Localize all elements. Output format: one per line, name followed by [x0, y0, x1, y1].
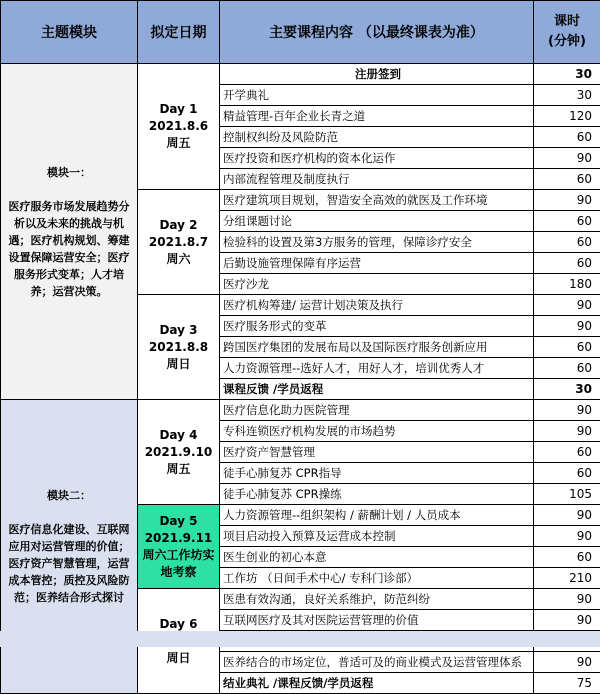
course-name: 医疗信息化助力医院管理 — [220, 400, 534, 421]
day-1-weekday: 周五 — [138, 135, 219, 152]
course-minutes: 60 — [534, 547, 600, 568]
course-name: 医疗建筑项目规划，智造安全高效的就医及工作环境 — [220, 190, 534, 211]
course-name: 项目启动投入预算及运营成本控制 — [220, 526, 534, 547]
table-row — [1, 64, 600, 85]
course-name: 医疗沙龙 — [220, 274, 534, 295]
course-minutes: 60 — [534, 358, 600, 379]
course-minutes: 60 — [534, 463, 600, 484]
course-minutes: 90 — [534, 505, 600, 526]
day-4-weekday: 周五 — [138, 461, 219, 478]
course-minutes: 180 — [534, 274, 600, 295]
course-name: 后勤设施管理保障有序运营 — [220, 253, 534, 274]
course-name: 专科连锁医疗机构发展的市场趋势 — [220, 421, 534, 442]
course-name: 工作坊 （日间手术中心/ 专科门诊部） — [220, 568, 534, 589]
day-1-date: 2021.8.6 — [138, 118, 219, 135]
course-minutes: 90 — [534, 190, 600, 211]
day-4-label: Day 4 — [138, 427, 219, 444]
course-name: 结业典礼 /课程反馈/学员返程 — [220, 673, 534, 694]
header-row — [1, 1, 600, 64]
course-minutes: 60 — [534, 253, 600, 274]
course-minutes: 60 — [534, 127, 600, 148]
course-minutes: 90 — [534, 400, 600, 421]
day-6-weekday: 周日 — [138, 650, 219, 667]
course-minutes: 90 — [534, 526, 600, 547]
course-minutes: 60 — [534, 211, 600, 232]
course-minutes: 30 — [534, 379, 600, 400]
module-2-cell — [1, 400, 138, 694]
module-1-cell — [1, 64, 138, 400]
day-3-cell — [138, 295, 220, 400]
course-name: 徒手心肺复苏 CPR操练 — [220, 484, 534, 505]
course-name: 医疗资产智慧管理 — [220, 442, 534, 463]
course-name: 跨国医疗集团的发展布局以及国际医疗服务创新应用 — [220, 337, 534, 358]
course-name: 医疗机构筹建/ 运营计划决策及执行 — [220, 295, 534, 316]
day-4-date: 2021.9.10 — [138, 444, 219, 461]
course-name: 开学典礼 — [220, 85, 534, 106]
course-minutes: 90 — [534, 589, 600, 610]
header-minutes — [534, 1, 600, 64]
course-minutes: 75 — [534, 673, 600, 694]
course-name: 精益管理-百年企业长青之道 — [220, 106, 534, 127]
course-minutes: 120 — [534, 106, 600, 127]
course-name: 徒手心肺复苏 CPR指导 — [220, 463, 534, 484]
course-name: 医患有效沟通，良好关系维护，防范纠纷 — [220, 589, 534, 610]
header-module: 主题模块 — [1, 1, 138, 64]
course-name: 分组课题讨论 — [220, 211, 534, 232]
course-minutes: 90 — [534, 421, 600, 442]
course-name: 内部流程管理及制度执行 — [220, 169, 534, 190]
course-minutes: 30 — [534, 64, 600, 85]
course-minutes: 105 — [534, 484, 600, 505]
course-minutes: 210 — [534, 568, 600, 589]
day-4-cell — [138, 400, 220, 505]
header-minutes-line1: 课时 — [534, 12, 600, 32]
course-name: 控制权纠纷及风险防范 — [220, 127, 534, 148]
course-minutes: 90 — [534, 148, 600, 169]
course-minutes: 60 — [534, 337, 600, 358]
course-minutes: 60 — [534, 442, 600, 463]
table-row — [1, 400, 600, 421]
module-2-text: 模块二： 医疗信息化建设、互联网应用对运营管理的价值；医疗资产智慧管理，运营成本管控；质控及风险防范；医养结合形式探讨 — [7, 487, 131, 606]
course-minutes: 60 — [534, 232, 600, 253]
course-name: 医养结合的市场定位，普适可及的商业模式及运营管理体系 — [220, 652, 534, 673]
day-2-date: 2021.8.7 — [138, 234, 219, 251]
day-2-weekday: 周六 — [138, 251, 219, 268]
course-name: 互联网医疗及其对医院运营管理的价值 — [220, 610, 534, 631]
day-5-cell — [138, 505, 220, 589]
course-minutes: 60 — [534, 169, 600, 190]
day-1-cell — [138, 64, 220, 190]
day-2-cell — [138, 190, 220, 295]
day-1-label: Day 1 — [138, 101, 219, 118]
bottom-strip — [0, 631, 600, 647]
course-name: 课程反馈 /学员返程 — [220, 379, 534, 400]
module-1-text: 模块一： 医疗服务市场发展趋势分析以及未来的挑战与机遇；医疗机构规划、筹建设置保障运营安全；医疗服务形式变革；人才培养；运营决策。 — [7, 164, 131, 300]
course-name: 人力资源管理--选好人才，用好人才，培训优秀人才 — [220, 358, 534, 379]
course-name: 检验科的设置及第3方服务的管理，保障诊疗安全 — [220, 232, 534, 253]
course-name: 人力资源管理--组织架构 / 薪酬计划 / 人员成本 — [220, 505, 534, 526]
header-minutes-line2: (分钟) — [534, 32, 600, 52]
header-content: 主要课程内容 （以最终课表为准） — [220, 1, 534, 64]
course-name: 医生创业的初心本意 — [220, 547, 534, 568]
course-name: 注册签到 — [220, 64, 534, 85]
course-name: 医疗服务形式的变革 — [220, 316, 534, 337]
day-5-weekday: 周六工作坊实地考察 — [138, 547, 219, 581]
course-name: 医疗投资和医疗机构的资本化运作 — [220, 148, 534, 169]
day-2-label: Day 2 — [138, 217, 219, 234]
day-5-label: Day 5 — [138, 513, 219, 530]
course-minutes: 90 — [534, 610, 600, 631]
course-minutes: 90 — [534, 316, 600, 337]
course-minutes: 90 — [534, 652, 600, 673]
course-minutes: 90 — [534, 295, 600, 316]
day-6-label: Day 6 — [138, 616, 219, 633]
course-minutes: 30 — [534, 85, 600, 106]
day-5-date: 2021.9.11 — [138, 530, 219, 547]
day-3-weekday: 周日 — [138, 356, 219, 373]
day-3-label: Day 3 — [138, 322, 219, 339]
header-date: 拟定日期 — [138, 1, 220, 64]
day-3-date: 2021.8.8 — [138, 339, 219, 356]
